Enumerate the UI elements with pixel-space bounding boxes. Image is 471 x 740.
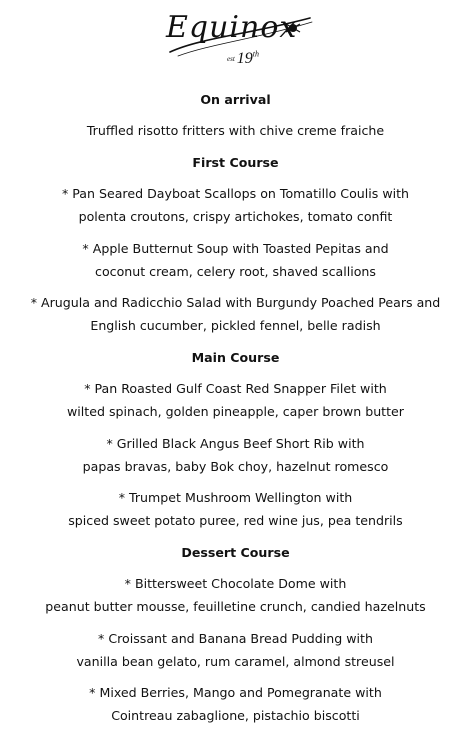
menu-item-arrival: Truffled risotto fritters with chive creme fraiche xyxy=(86,123,385,138)
logo-established xyxy=(227,48,259,68)
logo-number: 19 xyxy=(236,50,253,67)
menu-item-first-2-line-2: coconut cream, celery root, shaved scallions xyxy=(95,264,376,279)
section-heading-main-course: Main Course xyxy=(191,350,280,365)
menu-item-dessert-2-line-1: * Croissant and Banana Bread Pudding with xyxy=(98,631,373,646)
menu-item-main-3-line-2: spiced sweet potato puree, red wine jus, pea tendrils xyxy=(68,513,403,528)
menu-item-main-1-line-2: wilted spinach, golden pineapple, caper brown butter xyxy=(67,404,404,419)
logo-wordmark: Equinox xyxy=(166,10,298,45)
equinox-logo xyxy=(160,8,320,78)
menu-item-main-3-line-1: * Trumpet Mushroom Wellington with xyxy=(118,490,353,505)
menu-item-main-2-line-1: * Grilled Black Angus Beef Short Rib with xyxy=(106,436,365,451)
section-heading-first-course: First Course xyxy=(192,155,279,170)
logo-suffix: th xyxy=(252,49,260,59)
logo-est-label: est xyxy=(227,54,235,63)
menu-item-first-1-line-2: polenta croutons, crispy artichokes, tomato confit xyxy=(78,209,393,224)
menu-item-first-3-line-2: English cucumber, pickled fennel, belle radish xyxy=(90,318,381,333)
menu-item-dessert-3-line-1: * Mixed Berries, Mango and Pomegranate with xyxy=(89,685,382,700)
menu-item-dessert-1-line-1: * Bittersweet Chocolate Dome with xyxy=(124,576,347,591)
section-heading-arrival: On arrival xyxy=(200,92,271,107)
menu-item-dessert-3-line-2: Cointreau zabaglione, pistachio biscotti xyxy=(111,708,360,723)
menu-item-first-2-line-1: * Apple Butternut Soup with Toasted Pepitas and xyxy=(82,241,389,256)
menu-item-main-1-line-1: * Pan Roasted Gulf Coast Red Snapper Filet with xyxy=(84,381,387,396)
menu-item-dessert-1-line-2: peanut butter mousse, feuilletine crunch, candied hazelnuts xyxy=(45,599,426,614)
menu-item-first-1-line-1: * Pan Seared Dayboat Scallops on Tomatillo Coulis with xyxy=(61,186,410,201)
menu-item-dessert-2-line-2: vanilla bean gelato, rum caramel, almond streusel xyxy=(76,654,395,669)
menu-item-first-3-line-1: * Arugula and Radicchio Salad with Burgundy Poached Pears and xyxy=(30,295,441,310)
menu-item-main-2-line-2: papas bravas, baby Bok choy, hazelnut romesco xyxy=(82,459,389,474)
section-heading-dessert-course: Dessert Course xyxy=(181,545,290,560)
